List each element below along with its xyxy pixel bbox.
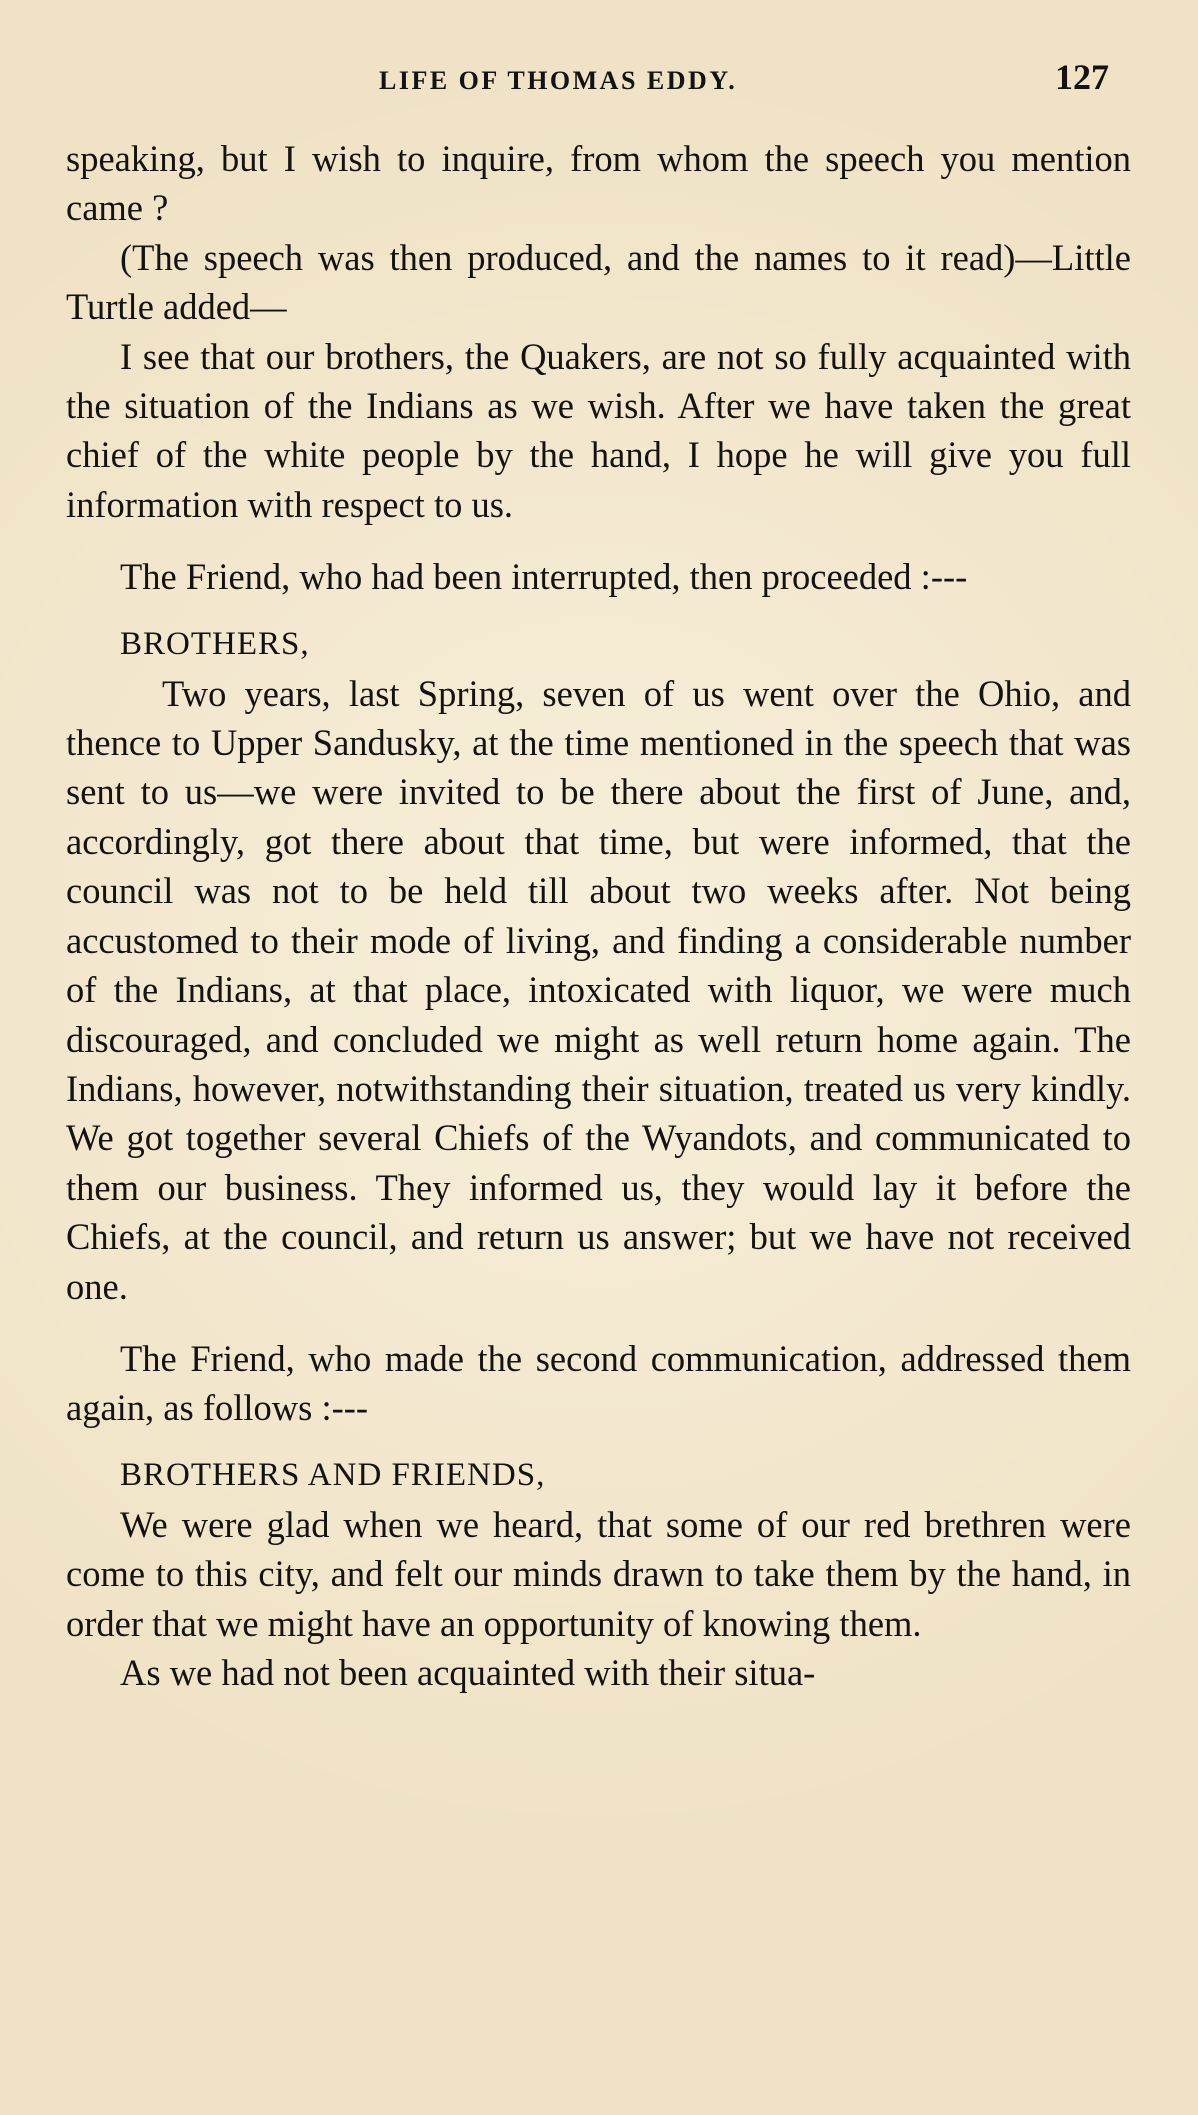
paragraph-not-acquainted: As we had not been acquainted with their situa-	[120, 1651, 816, 1693]
salutation-brothers: BROTHERS,	[120, 625, 310, 662]
paragraph-two-years: Two years, last Spring, seven of us went over the Ohio, and thence to Upper Sandusky, at the time mentioned in the speech that was sent to us—we were invited to be there about the first of June, and, accordingly, got there about that time, but were informed, that the council was not to be held till about two weeks after. Not being accustomed to their mode of living, and finding a considerable number of the Indians, at that place, intoxicated with liquor, we were much discouraged, and concluded we might as well return home again. The Indians, however, notwithstanding their situation, treated us very kindly. We got together several Chiefs of the Wyandots, and communicated to them our business. They informed us, they would lay it before the Chiefs, at the council, and return us answer; but we have not received one.	[66, 672, 1131, 1307]
paragraph-little-turtle: I see that our brothers, the Quakers, are not so fully acquainted with the situation of the Indians as we wish. After we have taken the great chief of the white people by the hand, I hope he will give you full information with respect to us.	[66, 335, 1131, 525]
page-number: 127	[1055, 57, 1109, 97]
paragraph-friend-proceeded: The Friend, who had been interrupted, then proceeded :---	[120, 556, 968, 598]
paragraph-second-communication: The Friend, who made the second communication, addressed them again, as follows :---	[66, 1337, 1131, 1429]
running-head: LIFE OF THOMAS EDDY.	[379, 66, 738, 95]
salutation-brothers-and-friends: BROTHERS AND FRIENDS,	[120, 1456, 546, 1493]
page-header	[0, 56, 1198, 106]
paragraph-we-were-glad: We were glad when we heard, that some of our red brethren were come to this city, and felt our minds drawn to take them by the hand, in order that we might have an opportunity of knowing them.	[66, 1503, 1131, 1644]
paragraph-speaking: speaking, but I wish to inquire, from whom the speech you mention came ?	[66, 138, 1131, 229]
paragraph-speech-produced: (The speech was then produced, and the names to it read)—Little Turtle added—	[66, 236, 1131, 328]
body-text	[66, 134, 1131, 1697]
